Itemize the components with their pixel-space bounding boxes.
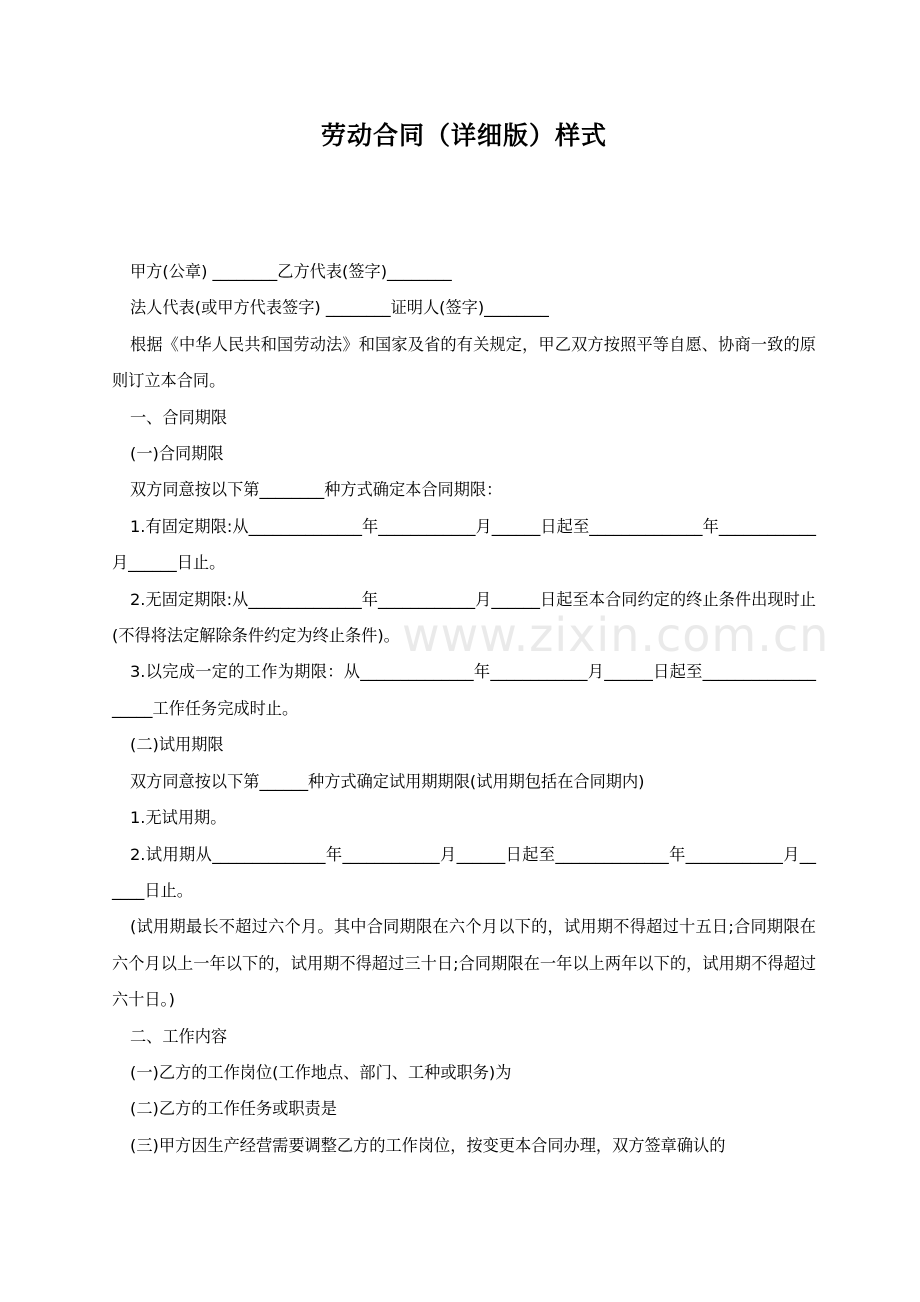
fixed-term-clause: 1.有固定期限:从______________年____________月______日起至______________年____________月______日止。 [112,516,816,573]
document-title: 劳动合同（详细版）样式 [320,121,607,150]
no-probation-clause: 1.无试用期。 [130,808,227,828]
probation-period-clause: 2.试用期从______________年____________月______日起至______________年____________月______日止。 [112,844,816,900]
preamble-paragraph: 根据《中华人民共和国劳动法》和国家及省的有关规定，甲乙双方按照平等自愿、协商一致的原则订立本合同。 [112,334,816,391]
work-duty-clause: (二)乙方的工作任务或职责是 [130,1099,337,1119]
position-change-clause: (三)甲方因生产经营需要调整乙方的工作岗位，按变更本合同办理，双方签章确认的 [130,1135,726,1155]
party-a-signature-line: 甲方(公章) ________乙方代表(签字)________ [130,262,452,281]
section-heading-contract-term: 一、合同期限 [130,407,228,427]
subsection-heading-contract-term: (一)合同期限 [130,444,224,464]
probation-method-clause: 双方同意按以下第______种方式确定试用期期限(试用期包括在合同期内) [130,771,645,791]
term-method-clause: 双方同意按以下第________种方式确定本合同期限： [130,480,503,500]
watermark-text: www.zixin.com.cn [402,608,830,662]
work-position-clause: (一)乙方的工作岗位(工作地点、部门、工种或职务)为 [130,1062,512,1082]
probation-limit-note: (试用期最长不超过六个月。其中合同期限在六个月以下的，试用期不得超过十五日;合同期限在六个月以上一年以下的，试用期不得超过三十日;合同期限在一年以上两年以下的，试用期不得超过六十日。) [112,917,816,1010]
open-term-clause: 2.无固定期限:从______________年____________月______日起至本合同约定的终止条件出现时止(不得将法定解除条件约定为终止条件)。 [112,589,816,646]
task-term-clause: 3.以完成一定的工作为期限：从______________年____________月______日起至___________________工作任务完成时止。 [112,662,816,718]
subsection-heading-probation: (二)试用期限 [130,735,224,755]
section-heading-work-content: 二、工作内容 [130,1026,228,1046]
legal-representative-line: 法人代表(或甲方代表签字) ________证明人(签字)________ [130,298,549,318]
